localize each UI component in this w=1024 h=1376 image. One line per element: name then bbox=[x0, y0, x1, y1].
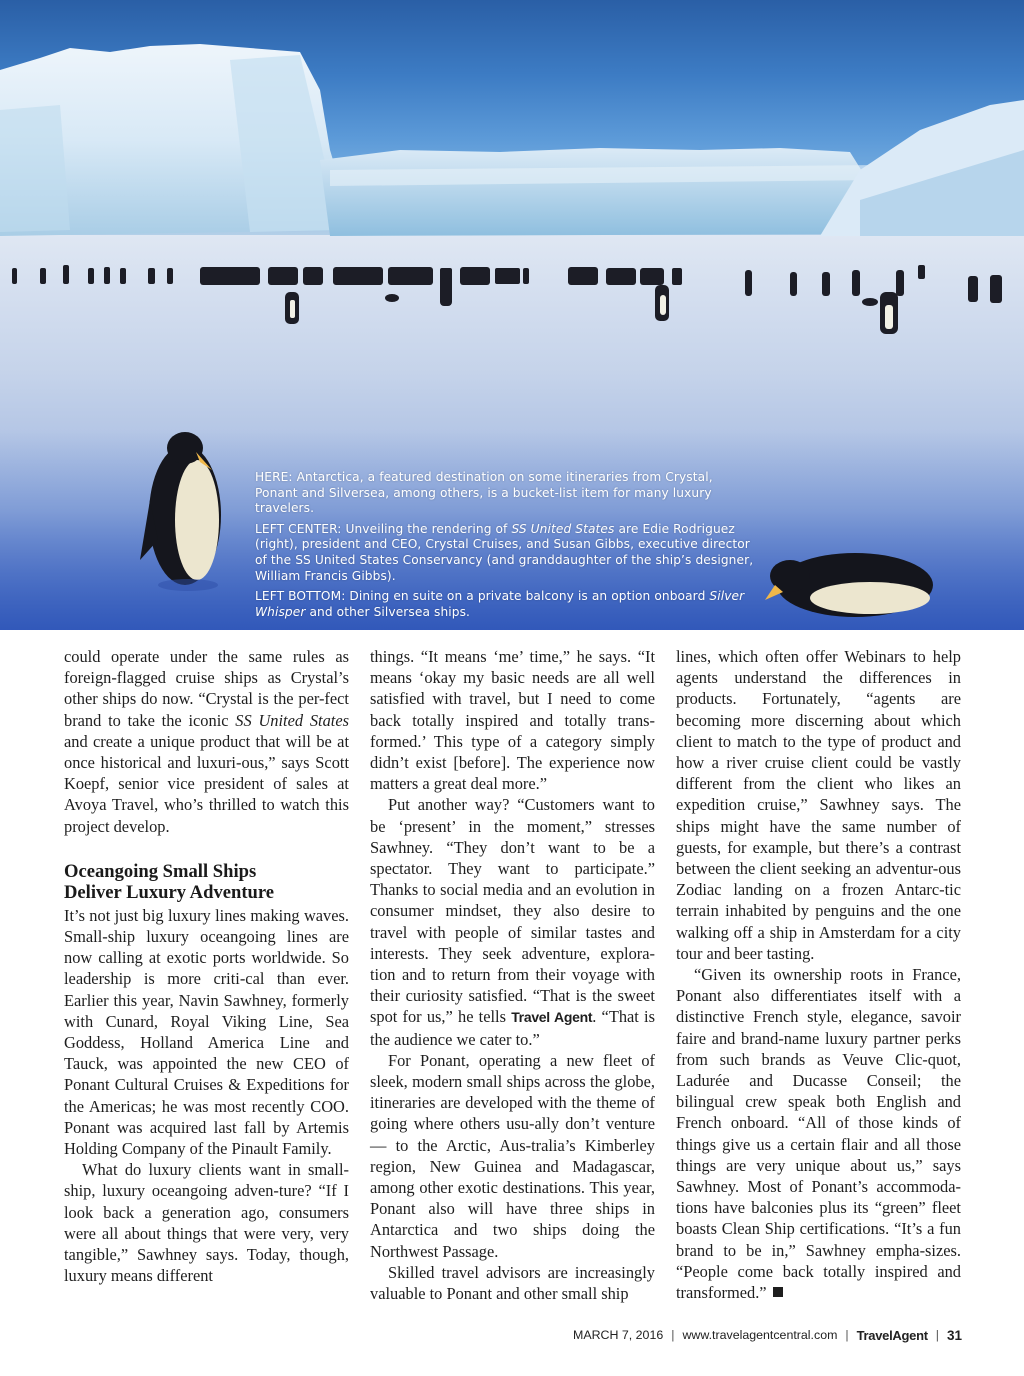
paragraph: For Ponant, operating a new fleet of sleek, modern small ships across the globe, itineraries are developed with the theme of going where others usu-ally don’t venture — to the Arctic, Aus-tralia’s Kimberley region, New Guinea and Madagascar, among other exotic destinations. This year, Ponant also will have three ships in Antarctica and two ships doing the Northwest Passage. bbox=[370, 1050, 655, 1261]
footer-separator: | bbox=[935, 1328, 939, 1342]
section-subhead: Oceangoing Small Ships Deliver Luxury Adventure bbox=[64, 860, 275, 903]
paragraph: could operate under the same rules as foreign-flagged cruise ships as Crystal’s other ships do now. “Crystal is the per-fect brand to take the iconic SS United States and create a unique product that will be at once historical and luxuri-ous,” says Scott Koepf, senior vice president of sales at Avoya Travel, who’s thrilled to watch this project develop. bbox=[64, 647, 349, 836]
paragraph: Skilled travel advisors are increasingly valuable to Ponant and other small ship bbox=[370, 1262, 655, 1304]
article-column-3 bbox=[676, 646, 961, 1303]
paragraph: “Given its ownership roots in France, Ponant also differentiates itself with a distinctive French style, elegance, savoir faire and brand-name luxury partner perks from such brands as Veuve Clic-quot, Ladurée and Ducasse Conseil; the bilingual crew speak both English and French onboard. “All of those kinds of things give us a certain flair and all those things are very unique about us,” says Sawhney. Most of Ponant’s accommoda-tions have balconies plus its “green” fleet boasts Clean Ship certifications. “It’s a fun brand to be in,” Sawhney empha-sizes. “People come back totally inspired and transformed.” bbox=[676, 965, 961, 1303]
issue-date: MARCH 7, 2016 bbox=[573, 1328, 664, 1342]
caption-left-center: LEFT CENTER: Unveiling the rendering of SS United States are Edie Rodriguez (right), president and CEO, Crystal Cruises, and Susan Gibbs, executive director of the SS United States Conservancy (and granddaughter of the ship’s designer, William Francis Gibbs). bbox=[255, 521, 754, 583]
hero-photo bbox=[0, 0, 1024, 630]
photo-caption bbox=[255, 470, 755, 625]
caption-here: HERE: Antarctica, a featured destination on some itineraries from Crystal, Ponant and Silversea, among others, is a bucket-list item for many luxury travelers. bbox=[255, 470, 713, 516]
paragraph: lines, which often offer Webinars to help agents understand the differences in products. Fortunately, “agents are becoming more discerning about which client to match to the type of product and how a river cruise client could be vastly different from the client who likes an expedition cruise,” Sawhney says. The ships might have the same number of guests, for example, but there’s a contrast between the client seeking an adventur-ous Zodiac landing on a frozen Antarc-tic terrain inhabited by penguins and the one walking off a ship in Amsterdam for a city tour and beer tasting. bbox=[676, 647, 961, 963]
article-column-1 bbox=[64, 646, 349, 1286]
paragraph: Put another way? “Customers want to be ‘present’ in the moment,” stresses Sawhney. “They don’t want to be a spectator. They want to participate.” Thanks to social media and an evolution in consumer mindset, they also desire to travel with people of similar tastes and interests. They seek adventure, explora-tion and to return from their voyage with their curiosity satisfied. “That is the sweet spot for us,” he tells Travel Agent. “That is the audience we cater to.” bbox=[370, 795, 655, 1049]
magazine-name: TravelAgent bbox=[856, 1327, 928, 1343]
footer-separator: | bbox=[845, 1328, 849, 1342]
paragraph: things. “It means ‘me’ time,” he says. “It means ‘okay my basic needs are all well satisfied with travel, but I need to come back totally inspired and totally trans-formed.’ This type of a category simply didn’t exist [before]. The experience now matters a great deal more.” bbox=[370, 647, 655, 794]
end-mark-icon bbox=[773, 1287, 783, 1297]
footer-separator: | bbox=[671, 1328, 675, 1342]
website-url[interactable]: www.travelagentcentral.com bbox=[682, 1328, 838, 1342]
page-number: 31 bbox=[946, 1327, 962, 1343]
page-footer bbox=[573, 1326, 962, 1344]
paragraph: What do luxury clients want in small-ship, luxury oceangoing adven-ture? “If I look back a generation ago, consumers were all about things that were very, very tangible,” Sawhney says. Today, though, luxury means different bbox=[64, 1160, 349, 1286]
article-column-2 bbox=[370, 646, 655, 1304]
travel-agent-brand: Travel Agent bbox=[511, 1009, 593, 1026]
caption-left-bottom: LEFT BOTTOM: Dining en suite on a private balcony is an option onboard Silver Whisper and other Silversea ships. bbox=[255, 589, 745, 619]
paragraph: It’s not just big luxury lines making waves. Small-ship luxury oceangoing lines are now calling at exotic ports worldwide. So leadership is more criti-cal than ever. Earlier this year, Navin Sawhney, formerly with Cunard, Royal Viking Line, Sea Goddess, Holland America Line and Tauck, was appointed the new CEO of Ponant Cultural Cruises & Expeditions for the Americas; he was most recently COO. Ponant was acquired last fall by Artemis Holding Company of the Pinault Family. bbox=[64, 905, 349, 1159]
